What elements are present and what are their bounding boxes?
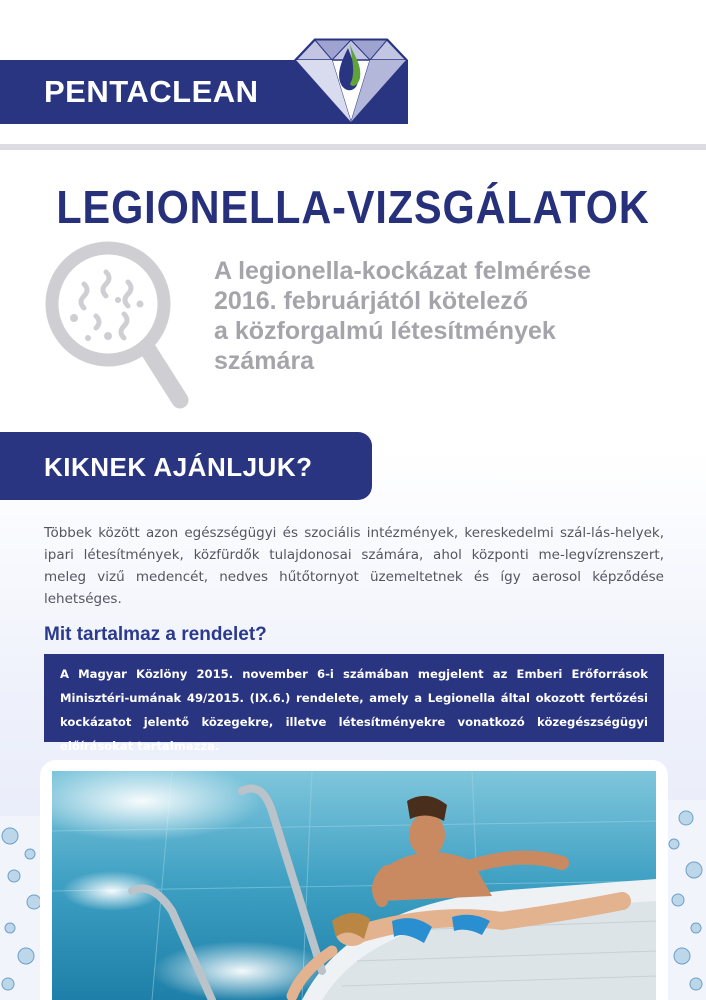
subtitle-line: a közforgalmú létesítmények [214,317,556,345]
brand-name: PENTACLEAN [44,74,259,109]
regulation-box [44,654,664,753]
magnifier-bacteria-icon [44,240,192,410]
water-bubbles-right [666,800,706,1000]
water-bubbles-left [0,816,44,1000]
subtitle-line: A legionella-kockázat felmérése [214,257,592,285]
subtitle-line: 2016. februárjától kötelező [214,287,529,315]
section-title: KIKNEK AJÁNLJUK? [44,452,313,482]
subtitle-line: számára [214,347,315,375]
header-divider [0,144,706,150]
regulation-heading: Mit tartalmaz a rendelet? [44,624,267,645]
regulation-text: A Magyar Közlöny 2015. november 6-i számában megjelent az Emberi Erőforrások Minisztéri-umának 49/2015. (IX.6.) rendelete, amely a Legionella által okozott fertőzési kockázatot jelentő közegekre, illetve létesítményekre vonatkozó közegészségügyi előírásokat tartalmazza. [60,667,648,753]
page-title: LEGIONELLA-VIZSGÁLATOK [56,181,650,233]
recommendation-text: Többek között azon egészségügyi és szociális intézmények, kereskedelmi szál-lás-helyek, ipari létesítmények, közfürdők tulajdonosai számára, ahol központi me-legvízrenszert, meleg vizű medencét, nedves hűtőtornyot üzemeltetnek és így aerosol képződése lehetséges. [44,525,664,607]
diamond-droplet-logo-icon [292,34,410,124]
subtitle [214,256,694,376]
spa-pool-photo [52,771,656,1000]
